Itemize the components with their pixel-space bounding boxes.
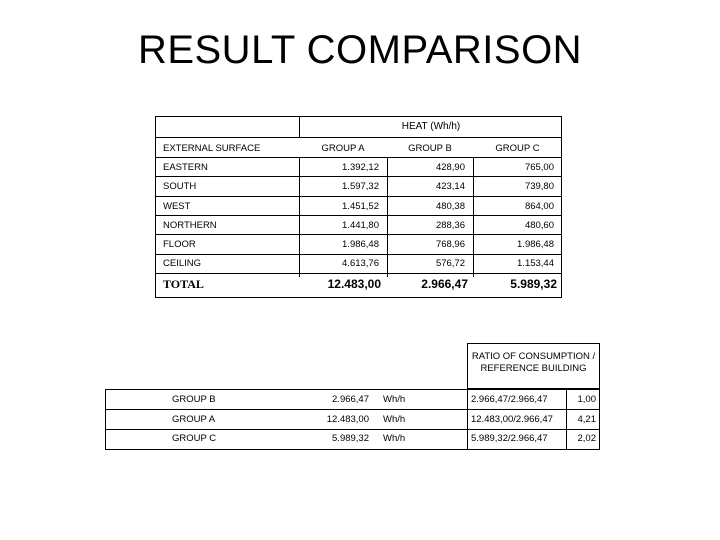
table-cell: 288,36 (435, 220, 465, 231)
table-divider (155, 215, 562, 216)
table-divider (105, 409, 600, 410)
table-divider (155, 196, 562, 197)
table-cell: EASTERN (163, 162, 208, 173)
table-cell: 423,14 (435, 181, 465, 192)
table-cell: 428,90 (435, 162, 465, 173)
table-cell: GROUP B (172, 394, 216, 405)
table-divider (155, 176, 562, 177)
ratio-table (105, 343, 600, 450)
table-cell: CEILING (163, 258, 202, 269)
table-cell: Wh/h (383, 394, 406, 405)
table-cell: Wh/h (383, 433, 406, 444)
table-cell: 12.483,00 (326, 414, 369, 425)
table-cell: SOUTH (163, 181, 197, 192)
table-cell: 1.986,48 (517, 239, 554, 250)
table-cell: 2.966,47/2.966,47 (471, 394, 548, 405)
table-cell: 1.153,44 (517, 258, 554, 269)
table-cell: 1.597,32 (342, 181, 379, 192)
heat-comparison-table (155, 116, 562, 298)
table-cell: 1.392,12 (342, 162, 379, 173)
table-cell: 5.989,32/2.966,47 (471, 433, 548, 444)
total-label: TOTAL (163, 277, 204, 291)
table-cell: 4,21 (577, 414, 596, 425)
table-cell: 480,38 (435, 201, 465, 212)
table-divider (155, 273, 562, 274)
table-divider (155, 137, 562, 138)
table-cell: GROUP C (172, 433, 217, 444)
table-cell: Wh/h (383, 414, 406, 425)
table-cell: 1.986,48 (342, 239, 379, 250)
table-cell: NORTHERN (163, 220, 217, 231)
ratio-header-text: RATIO OF CONSUMPTION / REFERENCE BUILDING (471, 351, 596, 374)
table-cell: 4.613,76 (342, 258, 379, 269)
total-value: 12.483,00 (327, 277, 381, 291)
table-divider (155, 234, 562, 235)
table-cell: 864,00 (524, 201, 554, 212)
table-cell: WEST (163, 201, 191, 212)
column-header: GROUP A (321, 143, 365, 154)
ratio-header (467, 343, 600, 389)
total-value: 2.966,47 (421, 277, 468, 291)
table-cell: 765,00 (524, 162, 554, 173)
table-cell: FLOOR (163, 239, 196, 250)
total-value: 5.989,32 (510, 277, 557, 291)
table-cell: 576,72 (435, 258, 465, 269)
column-header: GROUP B (408, 143, 452, 154)
table-cell: 1,00 (577, 394, 596, 405)
table-cell: 739,80 (524, 181, 554, 192)
table-divider (105, 429, 600, 430)
table-cell: 768,96 (435, 239, 465, 250)
table-divider (467, 389, 468, 450)
table-cell: 1.451,52 (342, 201, 379, 212)
table-cell: 2,02 (577, 433, 596, 444)
table-cell: 12.483,00/2.966,47 (471, 414, 553, 425)
table-cell: GROUP A (172, 414, 216, 425)
table-cell: 1.441,80 (342, 220, 379, 231)
table-cell: 5.989,32 (332, 433, 369, 444)
table-cell: 480,60 (524, 220, 554, 231)
table-cell: 2.966,47 (332, 394, 369, 405)
table-divider (155, 157, 562, 158)
super-header: HEAT (Wh/h) (401, 121, 461, 132)
page-title: RESULT COMPARISON (137, 28, 583, 72)
column-header: EXTERNAL SURFACE (163, 143, 261, 154)
column-header: GROUP C (495, 143, 540, 154)
table-divider (155, 254, 562, 255)
